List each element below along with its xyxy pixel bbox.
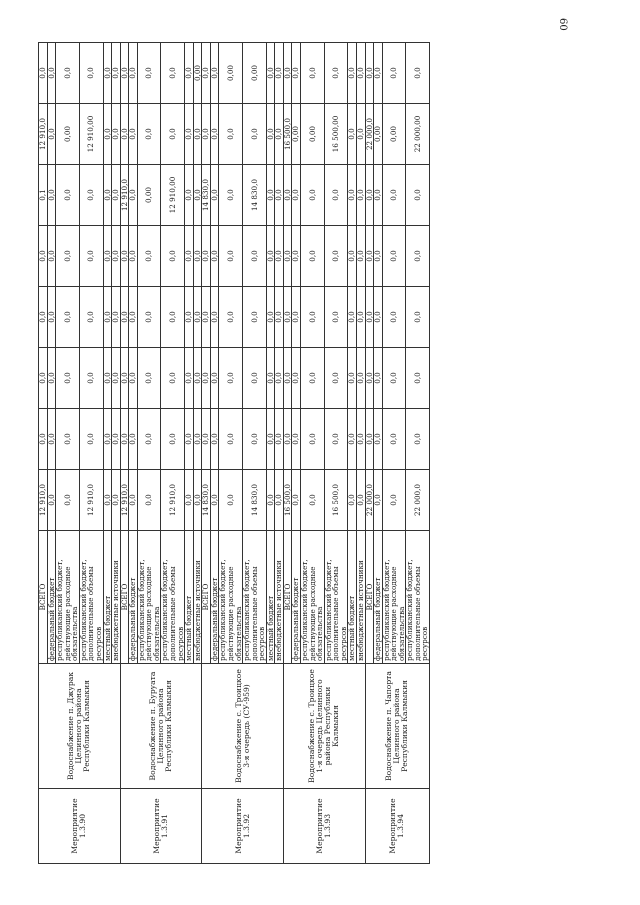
amount-cell: 0,0 [324, 287, 348, 348]
amount-cell: 0,0 [47, 409, 56, 470]
amount-cell: 0,0 [210, 43, 219, 104]
amount-cell: 0,0 [39, 43, 48, 104]
activity-code-cell: Мероприятие 1.3.91 [120, 789, 202, 864]
amount-cell: 0,0 [266, 470, 275, 531]
amount-cell: 0,0 [137, 287, 161, 348]
amount-cell: 0,0 [137, 226, 161, 287]
amount-cell: 0,0 [120, 104, 129, 165]
amount-cell: 0,0 [202, 104, 211, 165]
amount-cell: 0,0 [56, 226, 80, 287]
amount-cell: 0,0 [275, 348, 284, 409]
amount-cell: 0,0 [193, 226, 202, 287]
amount-cell: 0,0 [382, 348, 406, 409]
amount-cell: 0,0 [161, 348, 185, 409]
amount-cell: 0,0 [356, 348, 365, 409]
table-row [365, 43, 374, 864]
amount-cell: 0,0 [266, 104, 275, 165]
amount-cell: 0,0 [356, 165, 365, 226]
amount-cell: 12 910,00 [161, 165, 185, 226]
amount-cell: 0,0 [137, 409, 161, 470]
amount-cell: 16 500,00 [324, 104, 348, 165]
funding-source-cell: федеральный бюджет [129, 531, 138, 664]
amount-cell: 0,0 [266, 165, 275, 226]
amount-cell: 0,0 [103, 165, 112, 226]
amount-cell: 0,0 [219, 226, 243, 287]
amount-cell: 0,0 [129, 348, 138, 409]
amount-cell: 0,0 [374, 165, 383, 226]
amount-cell: 0,0 [292, 165, 301, 226]
amount-cell: 0,0 [103, 226, 112, 287]
amount-cell: 0,0 [275, 104, 284, 165]
amount-cell: 0,0 [210, 348, 219, 409]
amount-cell: 0,0 [193, 409, 202, 470]
amount-cell: 0,0 [47, 287, 56, 348]
activity-code-cell: Мероприятие 1.3.93 [283, 789, 365, 864]
amount-cell: 0,0 [193, 104, 202, 165]
amount-cell: 0,0 [137, 43, 161, 104]
amount-cell: 0,0 [129, 226, 138, 287]
amount-cell: 0,0 [79, 348, 103, 409]
amount-cell: 0,0 [39, 226, 48, 287]
amount-cell: 22 000,00 [406, 104, 430, 165]
amount-cell: 0,0 [129, 470, 138, 531]
amount-cell: 0,00 [219, 43, 243, 104]
amount-cell: 0,0 [301, 409, 325, 470]
amount-cell: 0,0 [382, 287, 406, 348]
amount-cell: 0,0 [275, 43, 284, 104]
amount-cell: 0,0 [56, 409, 80, 470]
funding-source-cell: местный бюджет [185, 531, 194, 664]
amount-cell: 0,0 [129, 287, 138, 348]
amount-cell: 0,0 [382, 470, 406, 531]
amount-cell: 0,0 [301, 43, 325, 104]
amount-cell: 0,0 [161, 409, 185, 470]
amount-cell: 0,0 [47, 165, 56, 226]
amount-cell: 0,1 [39, 165, 48, 226]
amount-cell: 0,0 [406, 287, 430, 348]
amount-cell: 0,0 [365, 409, 374, 470]
activity-name-cell: Водоснабжение с. Троицкое 1-я очередь Целинного района Республики Калмыкия [283, 664, 365, 789]
amount-cell: 0,0 [193, 348, 202, 409]
amount-cell: 0,0 [275, 409, 284, 470]
amount-cell: 0,0 [193, 470, 202, 531]
amount-cell: 0,0 [39, 409, 48, 470]
amount-cell: 0,0 [243, 226, 267, 287]
amount-cell: 0,0 [47, 104, 56, 165]
amount-cell: 0,0 [79, 287, 103, 348]
funding-source-cell: внебюджетные источники [356, 531, 365, 664]
amount-cell: 0,0 [374, 409, 383, 470]
amount-cell: 12 910,0 [39, 104, 48, 165]
funding-source-cell: внебюджетные источники [275, 531, 284, 664]
amount-cell: 0,0 [348, 226, 357, 287]
amount-cell: 0,0 [266, 226, 275, 287]
amount-cell: 16 500,0 [283, 470, 292, 531]
amount-cell: 0,0 [112, 104, 121, 165]
amount-cell: 0,0 [348, 287, 357, 348]
amount-cell: 14 830,0 [202, 470, 211, 531]
amount-cell: 0,0 [56, 43, 80, 104]
amount-cell: 0,0 [129, 165, 138, 226]
amount-cell: 0,0 [210, 104, 219, 165]
amount-cell: 16 500,0 [324, 470, 348, 531]
amount-cell: 0,0 [219, 409, 243, 470]
amount-cell: 0,0 [112, 348, 121, 409]
activity-name-cell: Водоснабжение п. Буруата Целинного района Республики Калмыкия [120, 664, 202, 789]
amount-cell: 0,0 [39, 287, 48, 348]
amount-cell: 0,0 [283, 226, 292, 287]
amount-cell: 0,0 [365, 43, 374, 104]
amount-cell: 0,0 [348, 165, 357, 226]
amount-cell: 0,0 [120, 409, 129, 470]
amount-cell: 12 910,0 [39, 470, 48, 531]
amount-cell: 0,0 [103, 348, 112, 409]
amount-cell: 0,0 [103, 287, 112, 348]
amount-cell: 0,0 [161, 287, 185, 348]
amount-cell: 0,0 [185, 287, 194, 348]
funding-source-cell: внебюджетные источники [193, 531, 202, 664]
amount-cell: 0,00 [382, 104, 406, 165]
activity-code-cell: Мероприятие 1.3.94 [365, 789, 430, 864]
amount-cell: 0,0 [292, 409, 301, 470]
amount-cell: 0,0 [324, 226, 348, 287]
amount-cell: 0,0 [406, 43, 430, 104]
activity-code-cell: Мероприятие 1.3.90 [39, 789, 121, 864]
funding-source-cell: ВСЕГО [365, 531, 374, 664]
amount-cell: 0,0 [348, 43, 357, 104]
amount-cell: 0,0 [161, 226, 185, 287]
amount-cell: 0,0 [103, 409, 112, 470]
amount-cell: 0,0 [39, 348, 48, 409]
amount-cell: 0,0 [129, 409, 138, 470]
amount-cell: 0,0 [56, 470, 80, 531]
amount-cell: 0,0 [243, 348, 267, 409]
funding-source-cell: республиканский бюджет, дополнительные объемы ресурсов [324, 531, 348, 664]
amount-cell: 0,0 [365, 348, 374, 409]
amount-cell: 0,0 [103, 470, 112, 531]
amount-cell: 0,0 [185, 165, 194, 226]
table-row [283, 43, 292, 864]
amount-cell: 0,00 [193, 43, 202, 104]
amount-cell: 0,0 [374, 348, 383, 409]
amount-cell: 0,0 [365, 226, 374, 287]
funding-source-cell: ВСЕГО [120, 531, 129, 664]
amount-cell: 0,0 [374, 226, 383, 287]
amount-cell: 0,0 [275, 287, 284, 348]
table-row [39, 43, 48, 864]
amount-cell: 0,0 [202, 43, 211, 104]
amount-cell: 0,0 [120, 226, 129, 287]
amount-cell: 0,00 [374, 104, 383, 165]
amount-cell: 0,0 [275, 165, 284, 226]
amount-cell: 0,0 [348, 470, 357, 531]
amount-cell: 0,0 [283, 348, 292, 409]
budget-table-container [38, 42, 430, 864]
amount-cell: 0,0 [185, 348, 194, 409]
amount-cell: 0,0 [202, 226, 211, 287]
funding-source-cell: республиканский бюджет, действующие расходные обязательства [56, 531, 80, 664]
amount-cell: 0,0 [202, 287, 211, 348]
amount-cell: 0,0 [210, 226, 219, 287]
funding-source-cell: местный бюджет [266, 531, 275, 664]
amount-cell: 0,0 [406, 409, 430, 470]
amount-cell: 0,0 [324, 165, 348, 226]
funding-source-cell: республиканский бюджет, действующие расходные обязательства [219, 531, 243, 664]
amount-cell: 14 830,0 [243, 165, 267, 226]
amount-cell: 0,0 [406, 348, 430, 409]
amount-cell: 0,0 [112, 470, 121, 531]
amount-cell: 0,00 [56, 104, 80, 165]
amount-cell: 0,0 [185, 409, 194, 470]
amount-cell: 0,0 [56, 287, 80, 348]
page-number: 60 [557, 18, 568, 31]
amount-cell: 0,0 [129, 104, 138, 165]
budget-table [38, 42, 430, 864]
amount-cell: 0,0 [185, 43, 194, 104]
amount-cell: 0,0 [210, 409, 219, 470]
amount-cell: 0,0 [406, 226, 430, 287]
amount-cell: 0,0 [406, 165, 430, 226]
amount-cell: 0,0 [219, 104, 243, 165]
amount-cell: 0,0 [120, 348, 129, 409]
funding-source-cell: республиканский бюджет, дополнительные объемы ресурсов [161, 531, 185, 664]
amount-cell: 0,0 [348, 348, 357, 409]
amount-cell: 0,0 [356, 470, 365, 531]
amount-cell: 0,0 [103, 104, 112, 165]
amount-cell: 0,0 [210, 287, 219, 348]
amount-cell: 0,0 [382, 226, 406, 287]
amount-cell: 0,0 [283, 165, 292, 226]
amount-cell: 22 000,0 [365, 470, 374, 531]
amount-cell: 0,0 [243, 104, 267, 165]
activity-code-cell: Мероприятие 1.3.92 [202, 789, 284, 864]
amount-cell: 16 500,0 [283, 104, 292, 165]
amount-cell: 0,0 [112, 165, 121, 226]
amount-cell: 0,00 [292, 104, 301, 165]
amount-cell: 0,0 [129, 43, 138, 104]
amount-cell: 0,0 [292, 470, 301, 531]
amount-cell: 0,0 [301, 165, 325, 226]
amount-cell: 0,0 [382, 409, 406, 470]
amount-cell: 12 910,0 [120, 165, 129, 226]
amount-cell: 0,0 [356, 43, 365, 104]
amount-cell: 12 910,0 [79, 470, 103, 531]
amount-cell: 0,0 [266, 43, 275, 104]
amount-cell: 0,0 [374, 470, 383, 531]
funding-source-cell: местный бюджет [103, 531, 112, 664]
funding-source-cell: республиканский бюджет, действующие расходные обязательства [382, 531, 406, 664]
amount-cell: 0,0 [120, 43, 129, 104]
amount-cell: 0,0 [301, 226, 325, 287]
amount-cell: 0,0 [137, 348, 161, 409]
amount-cell: 22 000,0 [406, 470, 430, 531]
amount-cell: 0,0 [47, 43, 56, 104]
funding-source-cell: федеральный бюджет [292, 531, 301, 664]
amount-cell: 0,0 [382, 165, 406, 226]
amount-cell: 0,0 [348, 104, 357, 165]
funding-source-cell: республиканский бюджет, дополнительные объемы ресурсов [243, 531, 267, 664]
amount-cell: 0,0 [137, 104, 161, 165]
amount-cell: 0,0 [301, 287, 325, 348]
amount-cell: 0,0 [112, 287, 121, 348]
amount-cell: 12 910,0 [161, 470, 185, 531]
funding-source-cell: местный бюджет [348, 531, 357, 664]
amount-cell: 12 910,0 [120, 470, 129, 531]
amount-cell: 0,0 [210, 165, 219, 226]
amount-cell: 0,0 [56, 348, 80, 409]
amount-cell: 0,0 [103, 43, 112, 104]
amount-cell: 0,00 [243, 43, 267, 104]
amount-cell: 0,0 [301, 348, 325, 409]
amount-cell: 0,0 [219, 470, 243, 531]
funding-source-cell: республиканский бюджет, дополнительные объемы ресурсов [79, 531, 103, 664]
amount-cell: 0,0 [356, 287, 365, 348]
amount-cell: 0,0 [266, 287, 275, 348]
activity-name-cell: Водоснабжение с. Троицкое 3-я очередь (СУ-959) [202, 664, 284, 789]
amount-cell: 0,0 [47, 348, 56, 409]
amount-cell: 0,0 [324, 409, 348, 470]
amount-cell: 0,0 [365, 165, 374, 226]
amount-cell: 0,0 [193, 165, 202, 226]
amount-cell: 0,0 [292, 287, 301, 348]
amount-cell: 0,0 [292, 348, 301, 409]
amount-cell: 0,0 [79, 226, 103, 287]
amount-cell: 0,0 [356, 409, 365, 470]
funding-source-cell: республиканский бюджет, действующие расходные обязательства [301, 531, 325, 664]
amount-cell: 0,0 [112, 226, 121, 287]
amount-cell: 0,0 [79, 409, 103, 470]
amount-cell: 0,0 [324, 348, 348, 409]
amount-cell: 0,0 [137, 470, 161, 531]
amount-cell: 0,0 [356, 226, 365, 287]
table-row [120, 43, 129, 864]
amount-cell: 0,0 [266, 348, 275, 409]
amount-cell: 0,0 [219, 165, 243, 226]
amount-cell: 0,0 [185, 226, 194, 287]
amount-cell: 0,0 [243, 287, 267, 348]
amount-cell: 0,0 [112, 409, 121, 470]
amount-cell: 0,0 [47, 470, 56, 531]
amount-cell: 0,0 [202, 409, 211, 470]
amount-cell: 0,0 [348, 409, 357, 470]
funding-source-cell: ВСЕГО [202, 531, 211, 664]
amount-cell: 0,0 [79, 165, 103, 226]
amount-cell: 0,0 [374, 43, 383, 104]
amount-cell: 14 830,0 [202, 165, 211, 226]
amount-cell: 0,00 [301, 104, 325, 165]
amount-cell: 0,0 [324, 43, 348, 104]
activity-name-cell: Водоснабжение п. Чапорта Целинного района Республики Калмыкия [365, 664, 430, 789]
funding-source-cell: республиканский бюджет, дополнительные объемы ресурсов [406, 531, 430, 664]
funding-source-cell: ВСЕГО [39, 531, 48, 664]
amount-cell: 0,0 [210, 470, 219, 531]
amount-cell: 0,0 [79, 43, 103, 104]
funding-source-cell: федеральный бюджет [210, 531, 219, 664]
amount-cell: 0,0 [292, 226, 301, 287]
amount-cell: 0,0 [382, 43, 406, 104]
amount-cell: 0,0 [356, 104, 365, 165]
funding-source-cell: федеральный бюджет [47, 531, 56, 664]
amount-cell: 0,0 [374, 287, 383, 348]
amount-cell: 0,0 [112, 43, 121, 104]
amount-cell: 22 000,0 [365, 104, 374, 165]
amount-cell: 0,0 [275, 226, 284, 287]
amount-cell: 0,0 [219, 287, 243, 348]
amount-cell: 0,0 [185, 470, 194, 531]
amount-cell: 0,0 [161, 43, 185, 104]
amount-cell: 0,0 [47, 226, 56, 287]
amount-cell: 0,0 [292, 43, 301, 104]
funding-source-cell: внебюджетные источники [112, 531, 121, 664]
funding-source-cell: ВСЕГО [283, 531, 292, 664]
amount-cell: 0,0 [202, 348, 211, 409]
amount-cell: 0,0 [193, 287, 202, 348]
amount-cell: 0,0 [283, 287, 292, 348]
amount-cell: 0,00 [137, 165, 161, 226]
amount-cell: 0,0 [120, 287, 129, 348]
amount-cell: 0,0 [275, 470, 284, 531]
amount-cell: 0,0 [219, 348, 243, 409]
activity-name-cell: Водоснабжение п. Джурак Целинного района Республики Калмыкия [39, 664, 121, 789]
amount-cell: 0,0 [161, 104, 185, 165]
amount-cell: 14 830,0 [243, 470, 267, 531]
amount-cell: 12 910,00 [79, 104, 103, 165]
amount-cell: 0,0 [301, 470, 325, 531]
amount-cell: 0,0 [56, 165, 80, 226]
funding-source-cell: федеральный бюджет [374, 531, 383, 664]
table-row [202, 43, 211, 864]
amount-cell: 0,0 [365, 287, 374, 348]
amount-cell: 0,0 [283, 409, 292, 470]
amount-cell: 0,0 [243, 409, 267, 470]
amount-cell: 0,0 [283, 43, 292, 104]
funding-source-cell: республиканский бюджет, действующие расходные обязательства [137, 531, 161, 664]
amount-cell: 0,0 [185, 104, 194, 165]
amount-cell: 0,0 [266, 409, 275, 470]
